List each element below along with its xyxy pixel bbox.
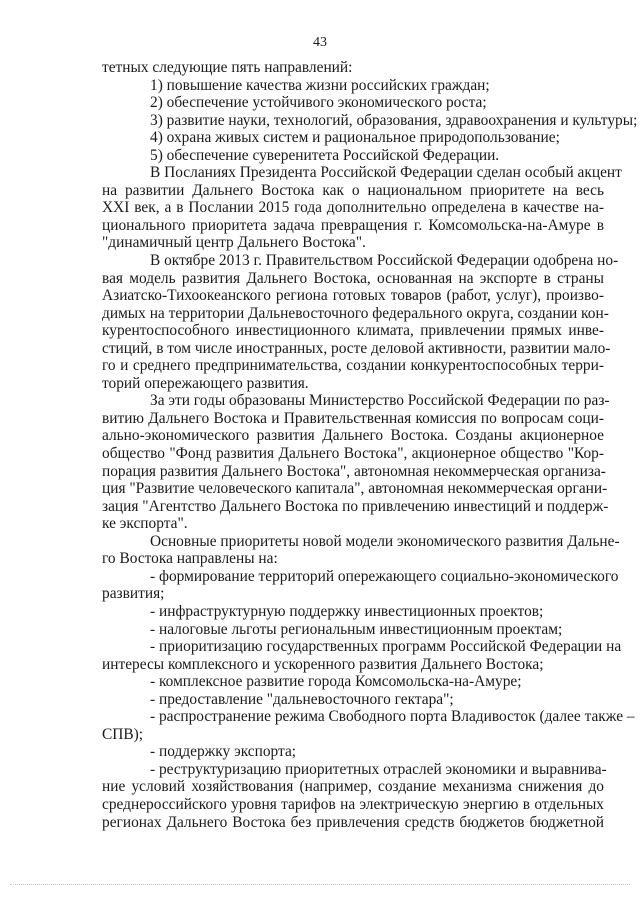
page-number: 43 xyxy=(313,35,327,50)
text-line: вая модель развития Дальнего Востока, основанная на экспорте в страны xyxy=(102,269,604,287)
text-line: развития; xyxy=(102,585,165,603)
text-line: регионах Дальнего Востока без привлечения средств бюджетов бюджетной xyxy=(102,813,604,831)
text-line: - поддержку экспорта; xyxy=(150,743,297,761)
text-line: СПВ); xyxy=(102,725,144,743)
text-line: - комплексное развитие города Комсомольска-на-Амуре; xyxy=(150,673,522,691)
text-line: зация "Агентство Дальнего Востока по привлечению инвестиций и поддерж- xyxy=(102,497,609,515)
text-line: Основные приоритеты новой модели экономического развития Дальне- xyxy=(150,532,620,550)
text-line: ке экспорта". xyxy=(102,515,188,533)
text-line: Азиатско-Тихоокеанского региона готовых товаров (работ, услуг), произво- xyxy=(102,287,604,305)
text-line: го и среднего предпринимательства, создании конкурентоспособных терри- xyxy=(102,357,604,375)
text-line: - предоставление "дальневосточного гектара"; xyxy=(150,690,454,708)
text-line: ально-экономического развития Дальнего Востока. Созданы акционерное xyxy=(102,427,604,445)
text-line: порация развития Дальнего Востока", автономная некоммерческая организа- xyxy=(102,462,606,480)
text-line: 5) обеспечение суверенитета Российской Федерации. xyxy=(150,146,500,164)
text-line: - инфраструктурную поддержку инвестиционных проектов; xyxy=(150,602,544,620)
text-line: - реструктуризацию приоритетных отраслей экономики и выравнива- xyxy=(150,760,607,778)
text-line: на развитии Дальнего Востока как о национальном приоритете на весь xyxy=(102,181,604,199)
text-line: 1) повышение качества жизни российских граждан; xyxy=(150,76,490,94)
text-line: ние условий хозяйствования (например, создание механизма снижения до xyxy=(102,778,604,796)
text-line: 3) развитие науки, технологий, образования, здравоохранения и культуры; xyxy=(150,111,638,129)
text-line: XXI век, а в Послании 2015 года дополнительно определена в качестве на- xyxy=(102,199,604,217)
text-line: димых на территории Дальневосточного федерального округа, создании кон- xyxy=(102,304,609,322)
text-line: - приоритизацию государственных программ Российской Федерации на xyxy=(150,638,622,656)
text-line: интересы комплексного и ускоренного развития Дальнего Востока; xyxy=(102,655,544,673)
text-line: торий опережающего развития. xyxy=(102,374,309,392)
text-line: витию Дальнего Востока и Правительственная комиссия по вопросам соци- xyxy=(102,409,604,427)
body-text xyxy=(102,59,638,831)
text-line: ция "Развитие человеческого капитала", автономная некоммерческая органи- xyxy=(102,480,608,498)
text-line: го Востока направлены на: xyxy=(102,550,278,568)
text-line: В Посланиях Президента Российской Федерации сделан особый акцент xyxy=(150,164,622,182)
text-line: тетных следующие пять направлений: xyxy=(102,59,353,76)
text-line: ционального приоритета задача превращения г. Комсомольска-на-Амуре в xyxy=(102,216,604,234)
text-line: общество "Фонд развития Дальнего Востока", акционерное общество "Кор- xyxy=(102,445,604,463)
scan-artifact-line xyxy=(10,884,630,887)
text-line: среднероссийского уровня тарифов на электрическую энергию в отдельных xyxy=(102,795,604,813)
text-line: 2) обеспечение устойчивого экономического роста; xyxy=(150,94,487,112)
text-line: - формирование территорий опережающего социально-экономического xyxy=(150,567,619,585)
text-line: "динамичный центр Дальнего Востока". xyxy=(102,234,366,252)
text-line: стиций, в том числе иностранных, росте деловой активности, развитии мало- xyxy=(102,339,611,357)
text-line: - распространение режима Свободного порта Владивосток (далее также – xyxy=(150,708,635,726)
text-line: В октябре 2013 г. Правительством Российской Федерации одобрена но- xyxy=(150,252,619,270)
text-line: курентоспособного инвестиционного климата, привлечении прямых инве- xyxy=(102,322,604,340)
text-line: 4) охрана живых систем и рациональное природопользование; xyxy=(150,129,560,147)
text-line: За эти годы образованы Министерство Российской Федерации по раз- xyxy=(150,392,610,410)
text-line: - налоговые льготы региональным инвестиционным проектам; xyxy=(150,620,563,638)
